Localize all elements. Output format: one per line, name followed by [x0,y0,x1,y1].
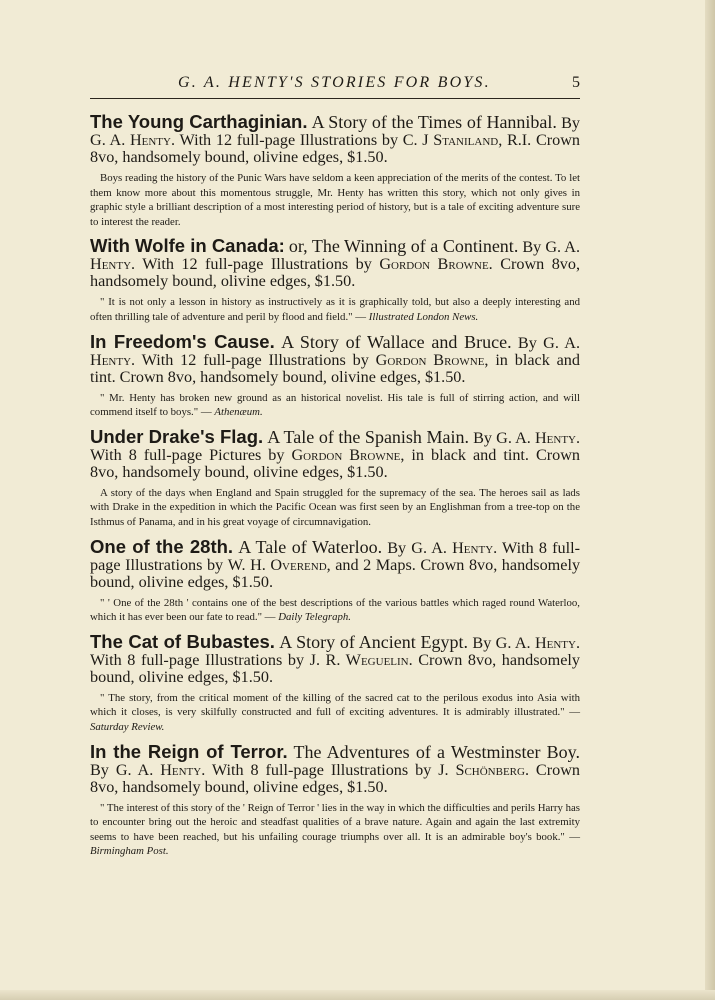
book-title: In Freedom's Cause. [90,330,275,352]
illustrator: Gordon Browne, [291,445,405,464]
illustrator: Gordon Browne. [379,255,493,274]
book-subtitle: A Story of the Times of Hannibal. [311,112,557,132]
entry-heading [90,425,581,481]
entry-heading [90,113,580,166]
review-text: " ' One of the 28th ' contains one of the best descriptions of the various battles which raged round Waterloo, which it has ever been our fate to read." — [90,596,580,624]
by-prefix: By [561,114,581,132]
illustrator: Gordon Browne, [375,350,489,369]
review-text: Boys reading the history of the Punic Wars have seldom a keen appreciation of the merits of the contest. To let them know more about this momentous struggle, Mr. Henty has written this story, which not only gives in graphic style a brilliant description of a most interesting period of history, but is a tale of exciting adventure sure to interest the reader. [90,172,580,228]
book-author: G. A. Henty. [495,633,581,652]
illustrations-note: With 8 full-page Pictures by [90,445,285,464]
book-title: In the Reign of Terror. [90,740,288,762]
review-text: A story of the days when England and Spain struggled for the supremacy of the sea. The heroes sail as lads with Drake in the expedition in which the Pacific Ocean was first seen by an Englishman from a tree-top on the Isthmus of Panama, and in his great voyage of circumnavigation. [90,486,580,528]
book-title: The Cat of Bubastes. [90,630,275,652]
entry-heading [90,330,581,386]
by-prefix: By [517,333,537,352]
edition-details: in black and tint. Crown 8vo, handsomely bound, olivine edges, $1.50. [90,350,580,386]
review-source: Birmingham Post. [90,845,169,858]
book-entry-in-the-reign-of-terror [90,740,581,859]
by-prefix: By [472,633,492,652]
illustrator: C. J Staniland, R.I. [402,131,532,149]
book-entry-cat-of-bubastes [90,630,581,735]
review-quote [90,391,580,420]
illustrations-note: With 12 full-page Illustrations by [142,255,372,274]
book-author: G. A. Henty. [411,538,498,557]
review-source: Daily Telegraph. [278,611,351,624]
entry-heading [90,740,581,796]
book-subtitle: A Story of Wallace and Bruce. [281,331,512,352]
by-prefix: By [90,760,109,779]
catalogue-listing [90,113,580,867]
book-author: G. A. Henty. [115,760,206,779]
book-title: One of the 28th. [90,535,234,557]
illustrations-note: With 8 full-page Illustrations by [90,650,305,669]
by-prefix: By [387,538,407,557]
illustrations-note: With 12 full-page Illustrations by [179,131,399,149]
book-entry-with-wolfe-in-canada [90,237,580,324]
book-author: G. A. Henty. [90,333,581,369]
illustrations-note: With 8 full-page Illustrations by [211,760,432,779]
page-edge [705,0,715,1000]
book-entry-one-of-the-28th [90,535,581,625]
review-quote [90,596,580,625]
review-text: " The story, from the critical moment of the killing of the sacred cat to the perilous exodus into Asia with which it closes, is very skilfully constructed and full of exciting adventures. It is admirably illustrated." — [90,691,580,719]
illustrations-note: With 12 full-page Illustrations by [141,350,369,369]
entry-heading [90,237,580,290]
book-title: The Young Carthaginian. [90,111,308,132]
by-prefix: By [473,428,493,447]
book-subtitle: or, The Winning of a Continent. [288,236,519,257]
edition-details: in black and tint. Crown 8vo, handsomely bound, olivine edges, $1.50. [90,445,581,481]
review-quote [90,171,580,229]
by-prefix: By [522,238,542,257]
book-author: G. A. Henty. [90,131,176,149]
book-title: Under Drake's Flag. [90,425,264,447]
book-subtitle: The Adventures of a Westminster Boy. [293,741,581,762]
book-title: With Wolfe in Canada: [90,235,285,257]
illustrator: J. R. Weguelin. [309,650,413,669]
edition-details: Crown 8vo, handsomely bound, olivine edges, $1.50. [90,760,580,796]
review-text: " Mr. Henty has broken new ground as an historical novelist. His tale is full of stirring action, and will commend itself to boys." — [90,391,580,419]
entry-heading [90,630,581,686]
entry-heading [90,535,581,591]
edition-details: Crown 8vo, handsomely bound, olivine edges, $1.50. [90,255,581,291]
edition-details: and 2 Maps. Crown 8vo, handsomely bound, olivine edges, $1.50. [90,555,581,591]
illustrations-note: With 8 full-page Illustrations by [90,538,581,574]
review-source: Saturday Review. [90,720,165,733]
edition-details: Crown 8vo, handsomely bound, olivine edges, $1.50. [90,131,581,166]
running-head [90,72,580,99]
book-author: G. A. Henty. [90,238,580,274]
edition-details: Crown 8vo, handsomely bound, olivine edges, $1.50. [90,650,581,686]
review-quote [90,295,580,324]
book-subtitle: A Tale of the Spanish Main. [267,426,469,447]
bottom-page-edge [0,990,715,1000]
review-text: " It is not only a lesson in history as instructively as it is graphically told, but also a deeply interesting and often thrilling tale of adventure and peril by flood and field." — [90,296,580,323]
review-source: Athenæum. [214,406,263,419]
review-quote [90,801,580,859]
book-entry-in-freedoms-cause [90,330,581,420]
book-entry-young-carthaginian [90,113,580,229]
page-number: 5 [572,74,580,91]
illustrator: J. Schönberg. [438,760,530,779]
review-quote [90,486,580,530]
review-text: " The interest of this story of the ' Reign of Terror ' lies in the way in which the difficulties and perils Harry has to encounter bring out the heroic and steadfast qualities of a brave nature. Again and again the last extremity seems to have been reached, but his unfailing courage triumphs over all. It is an admirable boy's book." — [90,801,580,843]
book-subtitle: A Tale of Waterloo. [238,536,383,557]
book-author: G. A. Henty. [496,428,581,447]
running-title: G. A. HENTY'S STORIES FOR BOYS. [178,74,491,91]
book-subtitle: A Story of Ancient Egypt. [279,631,469,652]
book-entry-under-drakes-flag [90,425,581,530]
illustrator: W. H. Overend, [227,555,331,574]
review-quote [90,691,580,735]
review-source: Illustrated London News. [368,310,479,323]
